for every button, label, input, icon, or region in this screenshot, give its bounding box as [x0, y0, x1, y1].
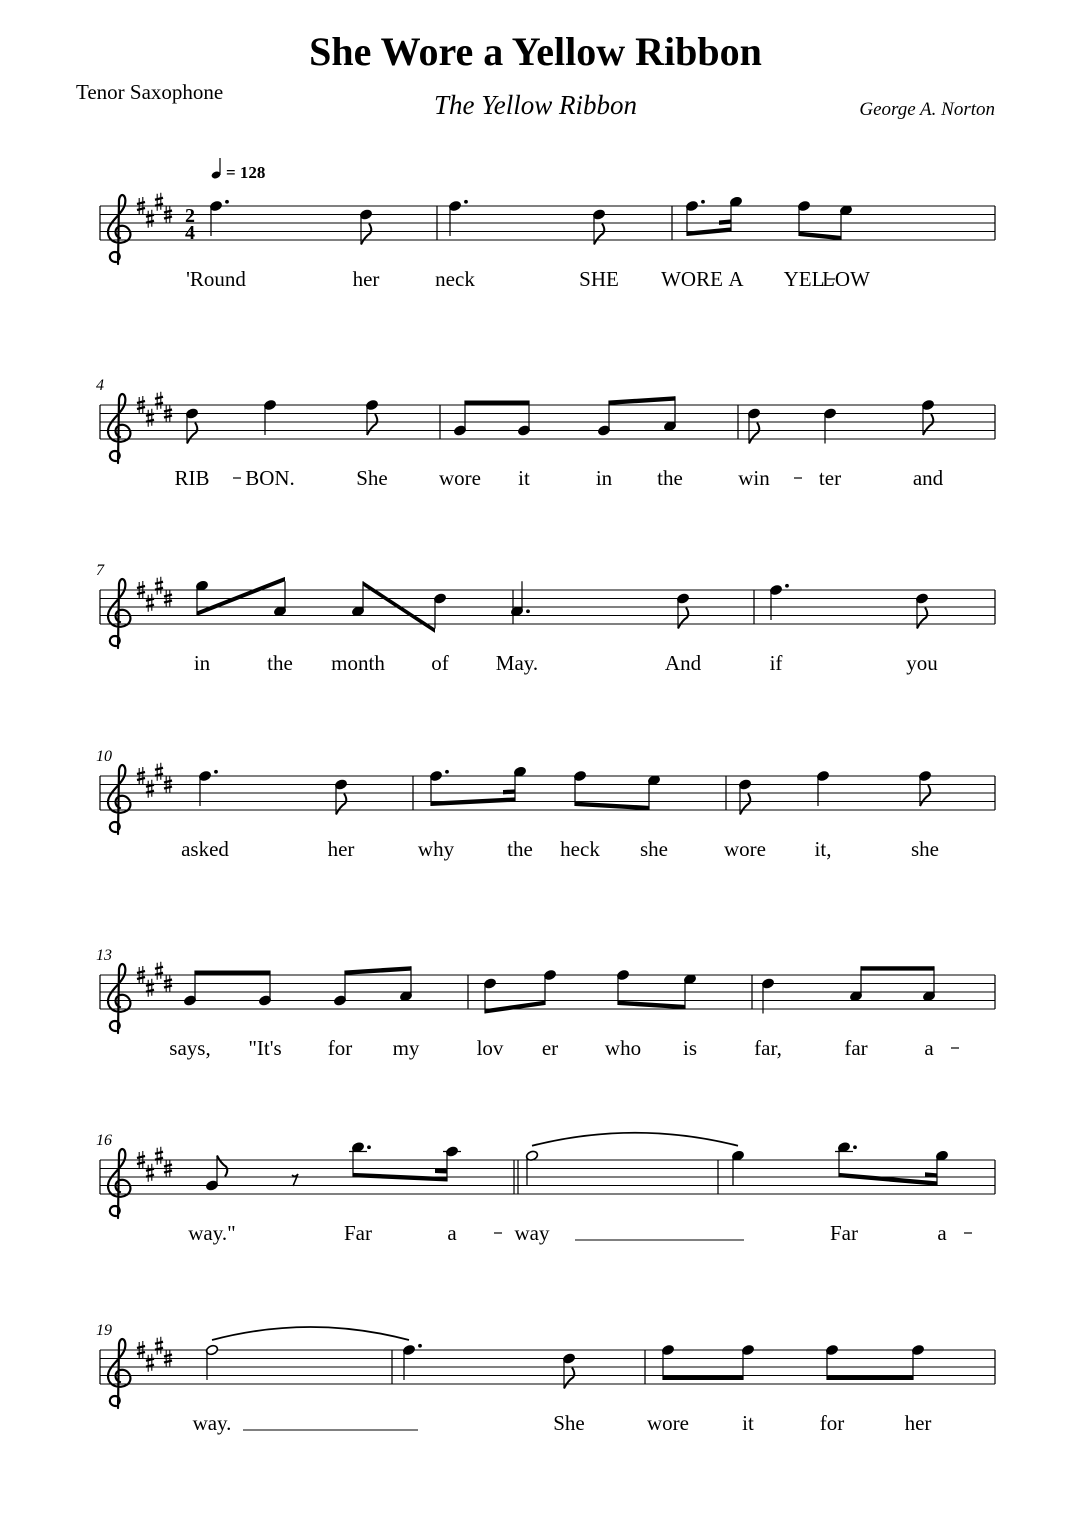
note: [738, 779, 751, 815]
sharp-bar: [146, 990, 154, 992]
lyric: She: [553, 1411, 585, 1435]
lyric: asked: [181, 837, 229, 861]
sharp-bar: [164, 1361, 172, 1363]
beam: [431, 797, 515, 806]
lyric: it: [742, 1411, 754, 1435]
staff-system: [96, 1322, 995, 1435]
sharp-bar: [137, 407, 145, 409]
treble-clef-icon: [108, 1149, 130, 1218]
sharp-bar: [146, 221, 154, 223]
flag: [678, 608, 688, 629]
treble-clef-icon: [108, 1339, 130, 1408]
lyric: a: [447, 1221, 457, 1245]
beam: [618, 1001, 685, 1010]
lyric: wore: [647, 1411, 689, 1435]
augmentation-dot: [225, 200, 229, 204]
measure-number: 16: [96, 1132, 112, 1149]
lyric: a: [924, 1036, 934, 1060]
note: [616, 969, 629, 1005]
time-signature: [185, 205, 195, 244]
note: [597, 401, 610, 437]
lyric: Far: [344, 1221, 372, 1245]
treble-clef-icon: [108, 765, 130, 834]
note: [729, 196, 742, 232]
lyric: my: [392, 1036, 420, 1060]
lyric: of: [431, 651, 449, 675]
lyric: it: [518, 466, 530, 490]
sharp-icon: [155, 193, 163, 211]
sharp-bar: [155, 1152, 163, 1154]
note: [935, 1150, 948, 1186]
augmentation-dot: [367, 1145, 371, 1149]
sharp-bar: [155, 588, 163, 590]
flag: [217, 1156, 227, 1177]
lyric: her: [327, 837, 355, 861]
lyric: in: [595, 466, 613, 490]
lyric: wore: [439, 466, 481, 490]
measure-number: 7: [96, 562, 104, 579]
treble-clef-path: [108, 1339, 130, 1408]
lyric: YEL: [783, 267, 825, 291]
beam: [195, 971, 270, 975]
staff-system: [96, 377, 995, 490]
sharp-bar: [155, 403, 163, 405]
sharp-bar: [137, 592, 145, 594]
lyric: month: [331, 651, 385, 675]
beam: [663, 1376, 743, 1380]
note: [183, 971, 196, 1007]
treble-clef-icon: [108, 394, 130, 463]
note: [273, 581, 286, 617]
lyric: heck: [560, 837, 600, 861]
flag: [917, 608, 927, 629]
note: [797, 200, 810, 236]
augmentation-dot: [464, 200, 468, 204]
sharp-bar: [137, 401, 145, 403]
lyric: way.: [192, 1411, 232, 1435]
staff-system: [100, 193, 995, 291]
sharp-bar: [137, 772, 145, 774]
note: [349, 1141, 371, 1177]
eighth-rest-icon: [292, 1174, 298, 1186]
note: [205, 1344, 218, 1380]
lyric: why: [417, 837, 455, 861]
augmentation-dot: [418, 1344, 422, 1348]
lyric: the: [267, 651, 293, 675]
staff-system: [96, 562, 995, 675]
measure-number: 13: [96, 947, 112, 964]
flag: [594, 224, 604, 245]
sharp-bar: [155, 774, 163, 776]
note: [399, 966, 412, 1002]
note: [513, 766, 526, 802]
flag: [564, 1368, 574, 1389]
note: [823, 408, 836, 444]
treble-clef-icon: [108, 195, 130, 264]
sharp-bar: [146, 215, 154, 217]
lyric: BON.: [245, 466, 295, 490]
sharp-icon: [155, 392, 163, 410]
lyric: er: [541, 1036, 559, 1060]
note: [921, 399, 934, 435]
sharp-bar: [137, 778, 145, 780]
lyric: you: [906, 651, 938, 675]
lyric: She: [356, 466, 388, 490]
lyric: the: [657, 466, 683, 490]
augmentation-dot: [445, 770, 449, 774]
beam: [719, 219, 731, 225]
sharp-bar: [146, 984, 154, 986]
augmentation-dot: [526, 609, 530, 613]
sharp-bar: [146, 785, 154, 787]
treble-clef-path: [108, 195, 130, 264]
sharp-bar: [137, 202, 145, 204]
note: [429, 770, 449, 806]
note: [911, 1344, 924, 1380]
beam: [827, 1376, 913, 1380]
sharp-bar: [137, 971, 145, 973]
sharp-bar: [155, 198, 163, 200]
augmentation-dot: [785, 584, 789, 588]
note: [663, 396, 676, 432]
note: [816, 770, 829, 806]
beam: [609, 396, 675, 405]
beam: [465, 401, 529, 405]
augmentation-dot: [701, 200, 705, 204]
treble-clef-path: [108, 765, 130, 834]
note: [747, 408, 760, 444]
sharp-icon: [146, 210, 154, 228]
beam: [839, 1173, 937, 1186]
sharp-icon: [155, 577, 163, 595]
lyric: SHE: [579, 267, 619, 291]
note: [731, 1150, 744, 1186]
measure-number: 19: [96, 1322, 112, 1339]
note: [292, 1174, 298, 1186]
composer-name: George A. Norton: [859, 99, 995, 120]
lyric: it,: [814, 837, 832, 861]
treble-clef-path: [108, 579, 130, 648]
sharp-bar: [155, 1342, 163, 1344]
sharp-bar: [164, 980, 172, 982]
sharp-bar: [155, 397, 163, 399]
note: [918, 770, 931, 806]
note: [825, 1344, 838, 1380]
lyric: her: [352, 267, 380, 291]
flag: [336, 794, 346, 815]
sharp-icon: [146, 594, 154, 612]
sharp-bar: [137, 1162, 145, 1164]
lyric: if: [769, 651, 783, 675]
lyric: who: [604, 1036, 642, 1060]
staff-system: [96, 748, 995, 861]
note: [333, 971, 346, 1007]
flag: [923, 414, 933, 435]
note: [365, 399, 378, 435]
note: [661, 1344, 674, 1380]
note: [209, 200, 229, 236]
note: [402, 1344, 422, 1380]
lyric: A: [728, 267, 744, 291]
sharp-bar: [155, 973, 163, 975]
lyric: "It's: [248, 1036, 282, 1060]
sharp-icon: [146, 1164, 154, 1182]
time-signature-top: 2: [185, 205, 195, 227]
sharp-bar: [155, 1348, 163, 1350]
sharp-bar: [137, 1352, 145, 1354]
sharp-bar: [146, 599, 154, 601]
sharp-bar: [164, 1171, 172, 1173]
note: [433, 593, 446, 629]
sharp-icon: [146, 409, 154, 427]
flag: [749, 423, 759, 444]
sharp-bar: [146, 420, 154, 422]
sharp-bar: [146, 1359, 154, 1361]
lyric: Far: [830, 1221, 858, 1245]
score-systems: [96, 193, 995, 1435]
sharp-icon: [155, 763, 163, 781]
note: [676, 593, 689, 629]
sharp-bar: [146, 605, 154, 607]
sharp-icon: [146, 780, 154, 798]
beam: [503, 789, 515, 794]
note: [683, 973, 696, 1009]
note: [592, 209, 605, 245]
lyric: says,: [169, 1036, 211, 1060]
sharp-bar: [137, 977, 145, 979]
lyric: her: [904, 1411, 932, 1435]
lyric: 'Round: [186, 267, 246, 291]
sharp-bar: [146, 414, 154, 416]
lyric: lov: [476, 1036, 504, 1060]
sharp-bar: [164, 211, 172, 213]
note: [769, 584, 789, 620]
beam: [575, 802, 649, 811]
lyric: far: [844, 1036, 868, 1060]
beam: [197, 577, 285, 616]
beam: [861, 966, 934, 970]
note: [839, 204, 852, 240]
flag: [920, 785, 930, 806]
note: [334, 779, 347, 815]
beam: [345, 966, 411, 975]
lyric: she: [640, 837, 668, 861]
staff-system: [96, 1132, 995, 1245]
note: [741, 1344, 754, 1380]
lyric: is: [682, 1036, 698, 1060]
treble-clef-path: [108, 964, 130, 1033]
lyric: way.": [188, 1221, 236, 1245]
tie: [532, 1133, 738, 1146]
sharp-bar: [146, 1175, 154, 1177]
flag: [367, 414, 377, 435]
augmentation-dot: [853, 1145, 857, 1149]
note: [835, 1141, 857, 1177]
beam: [687, 227, 731, 236]
note: [448, 200, 468, 236]
note: [562, 1353, 575, 1389]
sharp-bar: [146, 1365, 154, 1367]
sharp-bar: [164, 217, 172, 219]
flag: [361, 224, 371, 245]
note: [761, 978, 774, 1014]
lyric: RIB: [174, 466, 210, 490]
flag: [740, 794, 750, 815]
tempo-marking: [211, 158, 266, 182]
lyric: in: [193, 651, 211, 675]
sharp-icon: [146, 979, 154, 997]
beam: [799, 232, 841, 241]
lyric: WORE: [661, 267, 723, 291]
note: [849, 966, 862, 1002]
note: [351, 581, 364, 617]
sharp-bar: [137, 1346, 145, 1348]
note: [453, 401, 466, 437]
sharp-bar: [164, 1165, 172, 1167]
note: [525, 1150, 538, 1186]
sharp-icon: [155, 1147, 163, 1165]
sharp-bar: [164, 416, 172, 418]
augmentation-dot: [214, 770, 218, 774]
lyric: a: [937, 1221, 947, 1245]
measure-number: 10: [96, 748, 112, 765]
sharp-bar: [137, 208, 145, 210]
note: [185, 408, 198, 444]
sharp-bar: [155, 582, 163, 584]
sharp-bar: [164, 986, 172, 988]
note: [543, 969, 556, 1005]
lyric: and: [912, 466, 944, 490]
sharp-bar: [164, 601, 172, 603]
note: [573, 770, 586, 806]
lyric: wore: [724, 837, 766, 861]
sharp-bar: [155, 1158, 163, 1160]
sharp-bar: [164, 787, 172, 789]
lyric: the: [507, 837, 533, 861]
lyric: win: [738, 466, 770, 490]
song-subtitle: The Yellow Ribbon: [433, 90, 638, 120]
lyric: for: [327, 1036, 353, 1060]
sharp-bar: [164, 781, 172, 783]
treble-clef-path: [108, 1149, 130, 1218]
lyric: she: [911, 837, 939, 861]
lyric: far,: [754, 1036, 782, 1060]
beam: [353, 1173, 447, 1182]
sharp-bar: [155, 204, 163, 206]
lyric: And: [664, 651, 702, 675]
note: [922, 966, 935, 1002]
sharp-bar: [164, 595, 172, 597]
sharp-bar: [155, 768, 163, 770]
sharp-icon: [155, 1337, 163, 1355]
flag: [187, 423, 197, 444]
treble-clef-icon: [108, 579, 130, 648]
sharp-bar: [137, 586, 145, 588]
note: [443, 1146, 461, 1182]
lyric: neck: [435, 267, 475, 291]
note: [517, 401, 530, 437]
note: [359, 209, 372, 245]
treble-clef-icon: [108, 964, 130, 1033]
lyric: May.: [495, 651, 539, 675]
sharp-bar: [164, 410, 172, 412]
lyric: LOW: [822, 267, 870, 291]
lyric: way: [514, 1221, 550, 1245]
beam: [485, 1001, 545, 1014]
sharp-icon: [155, 962, 163, 980]
treble-clef-path: [108, 394, 130, 463]
sharp-bar: [137, 1156, 145, 1158]
tempo-value: = 128: [226, 163, 266, 182]
note: [198, 770, 218, 806]
instrument-name: Tenor Saxophone: [76, 80, 224, 104]
tie: [212, 1327, 409, 1340]
beam: [435, 1169, 447, 1174]
lyric: for: [819, 1411, 845, 1435]
sharp-bar: [146, 791, 154, 793]
note: [263, 399, 276, 435]
sharp-icon: [146, 1354, 154, 1372]
song-title: She Wore a Yellow Ribbon: [309, 29, 762, 74]
sharp-bar: [146, 1169, 154, 1171]
note: [647, 774, 660, 810]
sharp-bar: [155, 967, 163, 969]
staff-system: [96, 947, 995, 1060]
measure-number: 4: [96, 377, 104, 394]
time-signature-bottom: 4: [185, 222, 195, 244]
note: [915, 593, 928, 629]
lyric: ter: [818, 466, 842, 490]
note: [258, 971, 271, 1007]
sharp-bar: [164, 1355, 172, 1357]
